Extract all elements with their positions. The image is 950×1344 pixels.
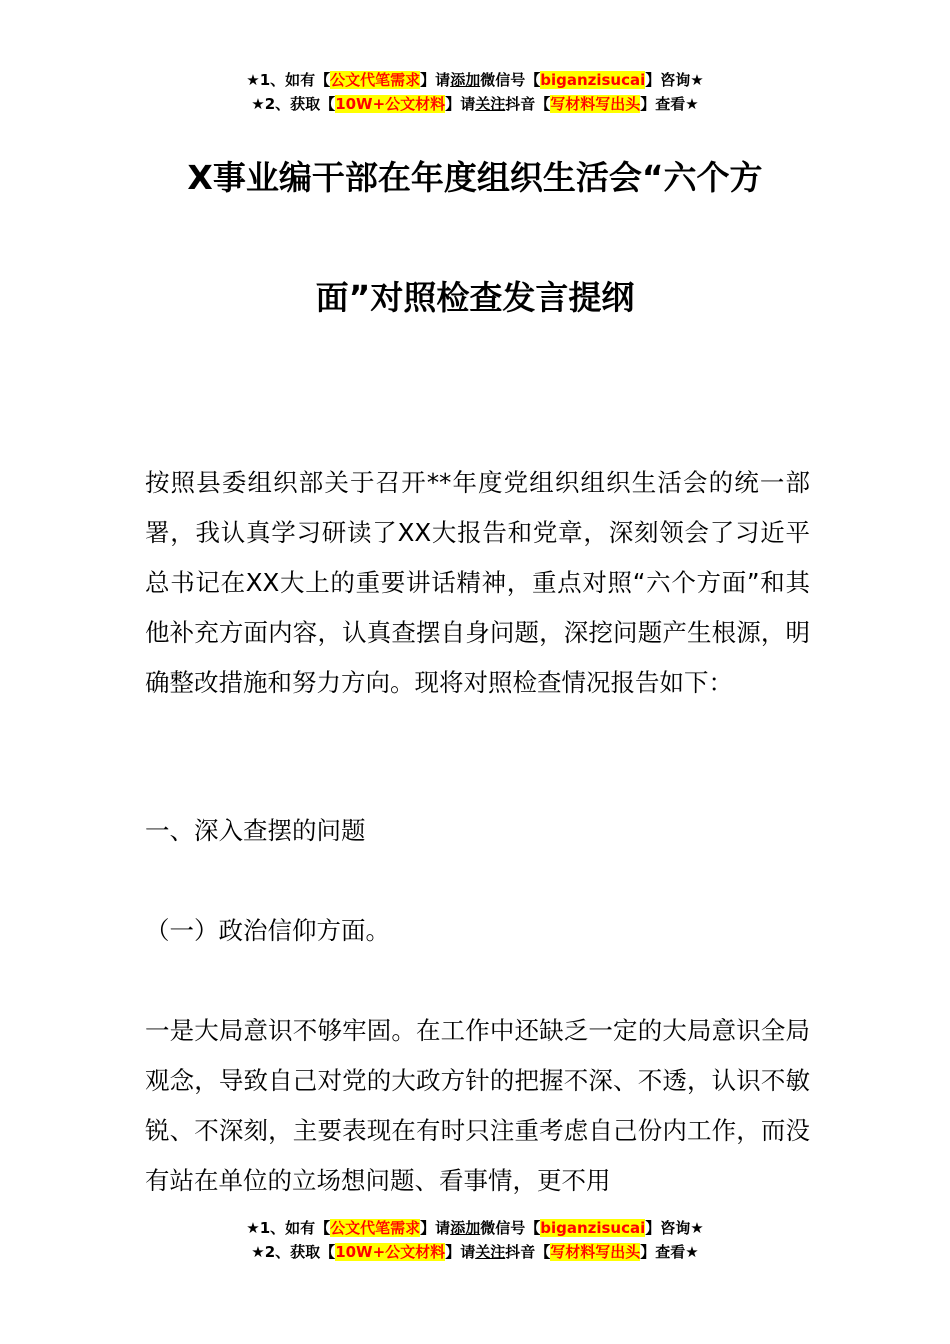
section-heading: 一、深入查摆的问题 <box>145 816 366 845</box>
footer-notice-line-1: ★1、如有【公文代笔需求】请添加微信号【biganzisucai】咨询★ <box>246 1219 704 1237</box>
highlight-materials: 10W+公文材料 <box>335 95 446 113</box>
highlight-materials: 10W+公文材料 <box>335 1243 446 1261</box>
intro-paragraph: 按照县委组织部关于召开**年度党组织组织生活会的统一部署，我认真学习研读了XX大报告和党章，深刻领会了习近平总书记在XX大上的重要讲话精神，重点对照“六个方面”和其他补充方面内容，认真查摆自身问题，深挖问题产生根源，明确整改措施和努力方向。现将对照检查情况报告如下： <box>145 468 810 697</box>
highlight-douyin-account: 写材料写出头 <box>550 95 641 113</box>
subsection-heading: （一）政治信仰方面。 <box>145 916 390 945</box>
highlight-service: 公文代笔需求 <box>330 71 421 89</box>
document-title-line-1: X事业编干部在年度组织生活会“六个方 <box>187 158 763 197</box>
document-title-line-2: 面”对照检查发言提纲 <box>315 278 635 317</box>
footer-notice-line-2: ★2、获取【10W+公文材料】请关注抖音【写材料写出头】查看★ <box>251 1243 699 1261</box>
header-notice-line-1: ★1、如有【公文代笔需求】请添加微信号【biganzisucai】咨询★ <box>246 71 704 89</box>
header-notice-line-2: ★2、获取【10W+公文材料】请关注抖音【写材料写出头】查看★ <box>251 95 699 113</box>
highlight-douyin-account: 写材料写出头 <box>550 1243 641 1261</box>
highlight-wechat-id: biganzisucai <box>540 1219 646 1237</box>
footer-notice <box>0 1216 950 1264</box>
highlight-service: 公文代笔需求 <box>330 1219 421 1237</box>
highlight-wechat-id: biganzisucai <box>540 71 646 89</box>
point-paragraph: 一是大局意识不够牢固。在工作中还缺乏一定的大局意识全局观念，导致自己对党的大政方针的把握不深、不透，认识不敏锐、不深刻，主要表现在有时只注重考虑自己份内工作，而没有站在单位的立场想问题、看事情，更不用 <box>145 1016 810 1195</box>
header-notice <box>0 68 950 116</box>
